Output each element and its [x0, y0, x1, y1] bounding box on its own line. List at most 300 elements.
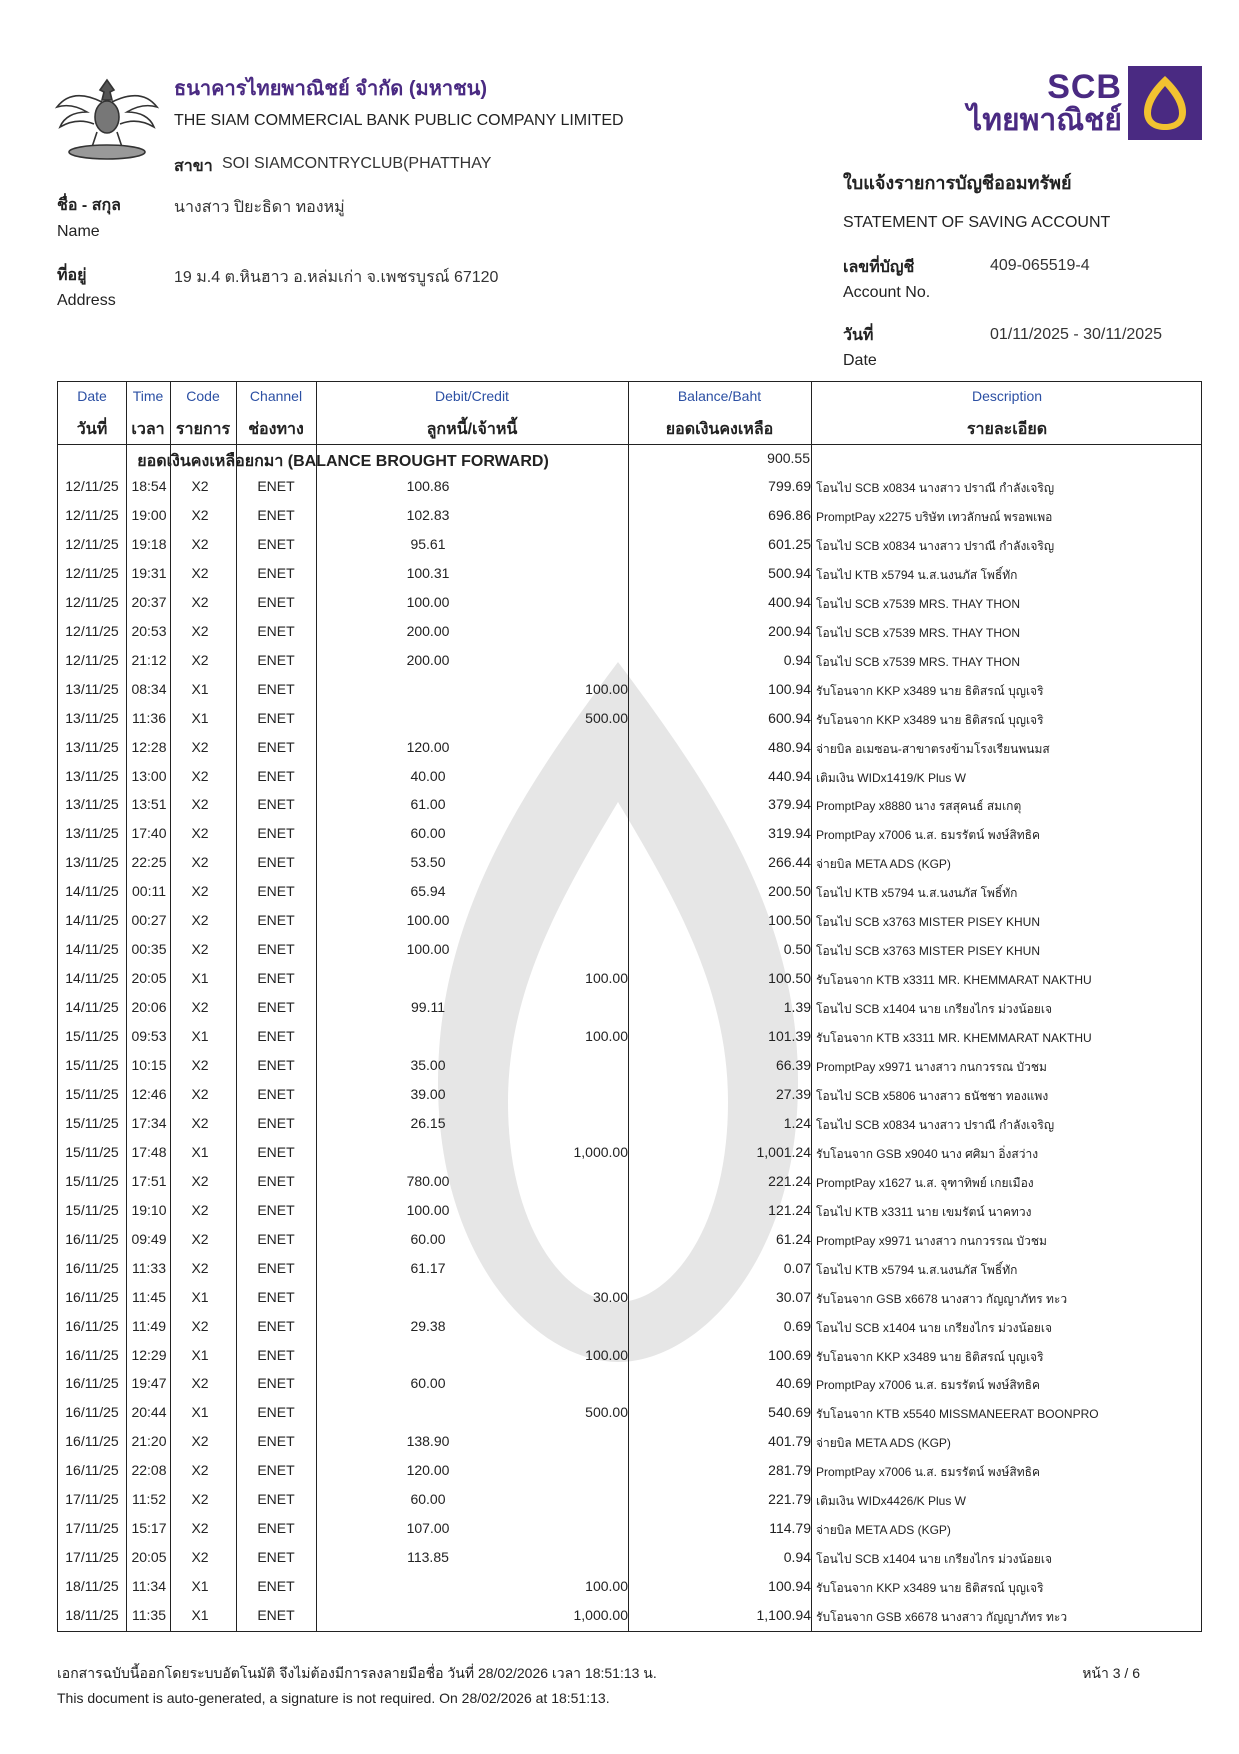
cell-time: 09:49 — [131, 1230, 167, 1247]
cell-debit: 200.00 — [406, 651, 450, 668]
cell-desc: โอนไป SCB x7539 MRS. THAY THON — [816, 654, 1021, 669]
cell-code: X2 — [191, 854, 209, 871]
cell-desc: รับโอนจาก KKP x3489 นาย ธิติสรณ์ บุญเจริ — [816, 1581, 1044, 1596]
cell-channel: ENET — [257, 535, 295, 552]
cell-time: 19:10 — [131, 1201, 167, 1218]
cell-desc: PromptPay x9971 นางสาว กนกวรรณ บัวชม — [816, 1060, 1047, 1074]
cell-desc: รับโอนจาก KKP x3489 นาย ธิติสรณ์ บุญเจริ — [816, 683, 1044, 698]
cell-desc: จ่ายบิล อเมซอน-สาขาตรงข้ามโรงเรียนพนมส — [816, 741, 1050, 756]
cell-code: X2 — [191, 1259, 209, 1276]
cell-balance: 100.69 — [768, 1346, 811, 1363]
cell-channel: ENET — [257, 593, 295, 610]
cell-date: 14/11/25 — [65, 883, 119, 900]
cell-balance: 0.94 — [783, 1549, 811, 1566]
table-row — [58, 935, 1203, 964]
cell-time: 11:34 — [132, 1578, 166, 1595]
cell-date: 17/11/25 — [65, 1520, 119, 1537]
cell-debit: 60.00 — [410, 1375, 446, 1392]
garuda-emblem-icon — [52, 72, 162, 162]
cell-desc: รับโอนจาก GSB x9040 นาง ศศิมา อิ่งสว่าง — [816, 1146, 1039, 1161]
cell-code: X2 — [191, 941, 209, 958]
cell-balance: 379.94 — [768, 796, 811, 813]
cell-balance: 101.39 — [768, 1028, 811, 1045]
table-row — [58, 1543, 1203, 1572]
cell-time: 11:33 — [132, 1259, 166, 1276]
table-row — [58, 1109, 1203, 1138]
cell-date: 12/11/25 — [65, 651, 119, 668]
cell-debit: 60.00 — [410, 825, 446, 842]
cell-time: 08:34 — [131, 680, 167, 697]
header-code-th: รายการ — [175, 421, 231, 438]
cell-debit: 200.00 — [406, 622, 450, 639]
table-row — [58, 964, 1203, 993]
cell-date: 13/11/25 — [65, 825, 119, 842]
cell-balance: 480.94 — [768, 738, 811, 755]
table-row — [58, 1312, 1203, 1341]
cell-channel: ENET — [257, 883, 295, 900]
cell-credit: 500.00 — [585, 1404, 628, 1421]
cell-time: 10:15 — [131, 1057, 167, 1073]
cell-balance: 266.44 — [768, 854, 811, 871]
cell-channel: ENET — [257, 796, 295, 813]
cell-time: 12:28 — [131, 738, 167, 755]
cell-channel: ENET — [257, 1085, 295, 1102]
header-code-en: Code — [186, 388, 220, 404]
cell-balance: 1,100.94 — [756, 1607, 811, 1624]
cell-balance: 400.94 — [768, 593, 811, 610]
cell-code: X2 — [191, 593, 209, 610]
cell-desc: เติมเงิน WIDx1419/K Plus W — [816, 770, 966, 785]
cell-date: 18/11/25 — [65, 1578, 119, 1595]
cell-date: 12/11/25 — [65, 478, 119, 494]
cell-debit: 40.00 — [410, 767, 446, 784]
cell-time: 19:31 — [131, 564, 167, 581]
cell-time: 18:54 — [131, 478, 167, 494]
name-label-th: ชื่อ - สกุล — [57, 197, 121, 214]
cell-date: 15/11/25 — [65, 1143, 119, 1160]
table-row — [58, 1254, 1203, 1283]
cell-desc: รับโอนจาก GSB x6678 นางสาว กัญญาภัทร ทะว — [816, 1610, 1068, 1625]
cell-balance: 100.50 — [768, 912, 811, 929]
cell-desc: รับโอนจาก KTB x3311 MR. KHEMMARAT NAKTHU — [816, 973, 1092, 988]
cell-balance: 200.50 — [768, 883, 811, 900]
cell-code: X2 — [191, 651, 209, 668]
cell-code: X2 — [191, 478, 209, 494]
cell-code: X1 — [191, 1578, 209, 1595]
cell-date: 12/11/25 — [65, 535, 119, 552]
cell-date: 15/11/25 — [65, 1114, 119, 1131]
cell-time: 20:05 — [131, 970, 167, 987]
cell-desc: โอนไป SCB x0834 นางสาว ปราณี กำลังเจริญ — [816, 481, 1055, 495]
cell-date: 12/11/25 — [65, 593, 119, 610]
cell-code: X2 — [191, 564, 209, 581]
cell-date: 13/11/25 — [65, 854, 119, 871]
cell-balance: 221.79 — [768, 1491, 811, 1508]
cell-channel: ENET — [257, 1491, 295, 1508]
footer-note-en: This document is auto-generated, a signature is not required. On 28/02/2026 at 18:51:13. — [57, 1690, 610, 1706]
cell-debit: 100.00 — [406, 941, 450, 958]
cell-date: 13/11/25 — [65, 738, 119, 755]
cell-time: 22:08 — [131, 1462, 167, 1479]
header-debitcredit-th: ลูกหนี้/เจ้าหนี้ — [426, 421, 518, 438]
cell-channel: ENET — [257, 1288, 295, 1305]
table-row — [58, 733, 1203, 762]
cell-code: X2 — [191, 535, 209, 552]
cell-channel: ENET — [257, 564, 295, 581]
cell-debit: 100.00 — [406, 1201, 450, 1218]
table-row — [58, 1341, 1203, 1370]
cell-channel: ENET — [257, 1346, 295, 1363]
cell-code: X2 — [191, 738, 209, 755]
cell-channel: ENET — [257, 478, 295, 494]
cell-debit: 60.00 — [410, 1230, 446, 1247]
table-row — [58, 1080, 1203, 1109]
cell-desc: โอนไป SCB x1404 นาย เกรียงไกร ม่วงน้อยเจ — [816, 1552, 1053, 1567]
cell-code: X1 — [191, 1028, 209, 1045]
table-row — [58, 472, 1203, 501]
cell-code: X1 — [191, 1607, 209, 1624]
cell-channel: ENET — [257, 1549, 295, 1566]
cell-channel: ENET — [257, 912, 295, 929]
cell-balance: 0.50 — [783, 941, 811, 958]
cell-balance: 540.69 — [768, 1404, 811, 1421]
footer-note-th: เอกสารฉบับนี้ออกโดยระบบอัตโนมัติ จึงไม่ต้องมีการลงลายมือชื่อ วันที่ 28/02/2026 เวลา 18:51:13 น. — [57, 1665, 657, 1681]
cell-date: 15/11/25 — [65, 1028, 119, 1045]
branch-label: สาขา — [174, 158, 213, 175]
cell-code: X1 — [191, 680, 209, 697]
cell-time: 11:35 — [132, 1607, 166, 1624]
cell-code: X2 — [191, 1317, 209, 1334]
table-row — [58, 530, 1203, 559]
cell-channel: ENET — [257, 1230, 295, 1247]
cell-channel: ENET — [257, 1520, 295, 1537]
cell-code: X2 — [191, 1114, 209, 1131]
cell-debit: 95.61 — [410, 535, 446, 552]
cell-debit: 100.00 — [406, 912, 450, 929]
bank-name-th: ธนาคารไทยพาณิชย์ จำกัด (มหาชน) — [174, 78, 488, 100]
customer-name: นางสาว ปิยะธิดา ทองหมู่ — [174, 199, 345, 216]
cell-balance: 440.94 — [768, 767, 811, 784]
table-row — [58, 906, 1203, 935]
cell-date: 16/11/25 — [65, 1230, 119, 1247]
cell-time: 17:51 — [131, 1172, 167, 1189]
cell-credit: 100.00 — [585, 1346, 628, 1363]
cell-balance: 401.79 — [768, 1433, 811, 1450]
cell-desc: โอนไป SCB x7539 MRS. THAY THON — [816, 625, 1021, 640]
cell-time: 19:47 — [131, 1375, 167, 1392]
header-date-en: Date — [77, 388, 107, 404]
cell-code: X2 — [191, 1462, 209, 1479]
table-row — [58, 1514, 1203, 1543]
header-debitcredit-en: Debit/Credit — [435, 388, 509, 404]
table-row — [58, 617, 1203, 646]
cell-debit: 780.00 — [406, 1172, 450, 1189]
cell-date: 16/11/25 — [65, 1375, 119, 1392]
cell-debit: 99.11 — [411, 999, 445, 1016]
table-row — [58, 1051, 1203, 1080]
cell-desc: โอนไป SCB x0834 นางสาว ปราณี กำลังเจริญ — [816, 1117, 1055, 1132]
cell-time: 21:12 — [131, 651, 167, 668]
table-row — [58, 1398, 1203, 1427]
cell-date: 14/11/25 — [65, 912, 119, 929]
cell-date: 17/11/25 — [65, 1549, 119, 1566]
cell-balance: 121.24 — [768, 1201, 811, 1218]
cell-desc: โอนไป KTB x5794 น.ส.นงนภัส โพธิ์ทัก — [816, 567, 1018, 582]
cell-date: 15/11/25 — [65, 1085, 119, 1102]
cell-desc: PromptPay x9971 นางสาว กนกวรรณ บัวชม — [816, 1233, 1047, 1248]
scb-logo-line2: ไทยพาณิชย์ — [967, 104, 1122, 137]
cell-channel: ENET — [257, 1607, 295, 1624]
cell-date: 17/11/25 — [65, 1491, 119, 1508]
cell-code: X2 — [191, 1520, 209, 1537]
cell-date: 16/11/25 — [65, 1346, 119, 1363]
cell-channel: ENET — [257, 825, 295, 842]
header-channel-en: Channel — [249, 388, 303, 404]
account-label-th: เลขที่บัญชี — [843, 259, 915, 276]
cell-code: X2 — [191, 1491, 209, 1508]
cell-code: X2 — [191, 1375, 209, 1392]
cell-code: X2 — [191, 883, 209, 900]
cell-time: 20:37 — [131, 593, 167, 610]
cell-time: 20:06 — [131, 999, 167, 1016]
cell-credit: 100.00 — [585, 680, 628, 697]
cell-date: 14/11/25 — [65, 999, 119, 1016]
cell-debit: 39.00 — [410, 1085, 446, 1102]
table-row — [58, 993, 1203, 1022]
cell-date: 16/11/25 — [65, 1433, 119, 1450]
brought-forward-label: ยอดเงินคงเหลือยกมา (BALANCE BROUGHT FORWARD) — [137, 453, 549, 470]
cell-date: 16/11/25 — [65, 1288, 119, 1305]
cell-date: 15/11/25 — [65, 1201, 119, 1218]
cell-channel: ENET — [257, 1143, 295, 1160]
cell-time: 19:18 — [131, 535, 167, 552]
table-row — [58, 1022, 1203, 1051]
cell-debit: 120.00 — [406, 1462, 450, 1479]
table-row — [58, 790, 1203, 819]
cell-date: 14/11/25 — [65, 970, 119, 987]
cell-balance: 1.39 — [783, 999, 811, 1016]
table-row — [58, 1572, 1203, 1601]
cell-balance: 100.94 — [768, 1578, 811, 1595]
cell-time: 20:44 — [131, 1404, 167, 1421]
cell-code: X2 — [191, 506, 209, 523]
cell-channel: ENET — [257, 1375, 295, 1392]
cell-channel: ENET — [257, 622, 295, 639]
cell-desc: โอนไป KTB x5794 น.ส.นงนภัส โพธิ์ทัก — [816, 886, 1018, 901]
cell-time: 11:52 — [132, 1491, 166, 1508]
cell-code: X2 — [191, 999, 209, 1016]
cell-time: 11:45 — [132, 1288, 166, 1305]
cell-balance: 500.94 — [768, 564, 811, 581]
cell-date: 15/11/25 — [65, 1057, 119, 1073]
cell-date: 12/11/25 — [65, 622, 119, 639]
cell-channel: ENET — [257, 767, 295, 784]
cell-code: X2 — [191, 1172, 209, 1189]
table-row — [58, 1167, 1203, 1196]
cell-channel: ENET — [257, 970, 295, 987]
cell-desc: PromptPay x8880 นาง รสสุคนธ์ สมเกตุ — [816, 799, 1022, 814]
cell-date: 18/11/25 — [65, 1607, 119, 1624]
header-balance-th: ยอดเงินคงเหลือ — [665, 421, 774, 438]
cell-time: 13:51 — [131, 796, 167, 813]
cell-time: 21:20 — [131, 1433, 167, 1450]
customer-address: 19 ม.4 ต.หินฮาว อ.หล่มเก่า จ.เพชรบูรณ์ 67120 — [174, 269, 499, 286]
cell-desc: เติมเงิน WIDx4426/K Plus W — [816, 1494, 966, 1509]
name-label-en: Name — [57, 223, 100, 240]
table-row — [58, 588, 1203, 617]
cell-credit: 1,000.00 — [573, 1607, 628, 1624]
page-number: หน้า 3 / 6 — [1082, 1665, 1140, 1681]
cell-balance: 66.39 — [775, 1057, 811, 1073]
header-channel-th: ช่องทาง — [248, 421, 304, 438]
table-row — [58, 1601, 1203, 1630]
cell-channel: ENET — [257, 1114, 295, 1131]
cell-balance: 221.24 — [768, 1172, 811, 1189]
cell-balance: 799.69 — [768, 478, 811, 494]
cell-balance: 61.24 — [775, 1230, 811, 1247]
cell-time: 17:34 — [131, 1114, 167, 1131]
cell-desc: โอนไป SCB x1404 นาย เกรียงไกร ม่วงน้อยเจ — [816, 1320, 1053, 1335]
cell-balance: 696.86 — [768, 506, 811, 523]
cell-debit: 29.38 — [410, 1317, 446, 1334]
cell-desc: รับโอนจาก GSB x6678 นางสาว กัญญาภัทร ทะว — [816, 1291, 1068, 1306]
cell-code: X1 — [191, 709, 209, 726]
cell-balance: 40.69 — [775, 1375, 811, 1392]
cell-date: 13/11/25 — [65, 796, 119, 813]
header-time-en: Time — [132, 388, 164, 404]
table-row — [58, 1138, 1203, 1167]
cell-channel: ENET — [257, 1317, 295, 1334]
cell-date: 12/11/25 — [65, 506, 119, 523]
cell-desc: โอนไป SCB x3763 MISTER PISEY KHUN — [816, 915, 1041, 930]
cell-debit: 100.00 — [406, 593, 450, 610]
cell-balance: 1.24 — [783, 1114, 811, 1131]
statement-title-en: STATEMENT OF SAVING ACCOUNT — [843, 214, 1111, 231]
cell-code: X2 — [191, 1201, 209, 1218]
cell-time: 00:35 — [131, 941, 167, 958]
cell-debit: 113.85 — [407, 1549, 449, 1566]
transactions-table — [57, 381, 1202, 1632]
cell-date: 14/11/25 — [65, 941, 119, 958]
cell-date: 13/11/25 — [65, 680, 119, 697]
cell-time: 09:53 — [131, 1028, 167, 1045]
cell-channel: ENET — [257, 1404, 295, 1421]
cell-desc: จ่ายบิล META ADS (KGP) — [816, 1436, 951, 1451]
table-row — [58, 559, 1203, 588]
cell-time: 12:29 — [131, 1346, 167, 1363]
scb-logo-text — [962, 70, 1122, 138]
cell-channel: ENET — [257, 1028, 295, 1045]
cell-channel: ENET — [257, 1259, 295, 1276]
cell-date: 12/11/25 — [65, 564, 119, 581]
cell-code: X1 — [191, 1404, 209, 1421]
cell-balance: 200.94 — [768, 622, 811, 639]
cell-balance: 114.79 — [769, 1520, 811, 1537]
cell-desc: โอนไป KTB x5794 น.ส.นงนภัส โพธิ์ทัก — [816, 1262, 1018, 1277]
cell-channel: ENET — [257, 1462, 295, 1479]
cell-code: X2 — [191, 1549, 209, 1566]
address-label-en: Address — [57, 292, 116, 309]
cell-date: 16/11/25 — [65, 1404, 119, 1421]
cell-channel: ENET — [257, 854, 295, 871]
header-desc-th: รายละเอียด — [966, 421, 1048, 438]
cell-debit: 100.86 — [406, 478, 450, 494]
cell-desc: โอนไป KTB x3311 นาย เขมรัตน์ นาคทวง — [816, 1204, 1032, 1219]
table-row — [58, 501, 1203, 530]
cell-time: 11:49 — [132, 1317, 166, 1334]
scb-logo-line1: SCB — [1047, 68, 1122, 106]
table-row — [58, 1225, 1203, 1254]
table-row — [58, 1485, 1203, 1514]
header-time-th: เวลา — [131, 421, 165, 438]
header-desc-en: Description — [971, 388, 1043, 404]
cell-channel: ENET — [257, 941, 295, 958]
cell-code: X1 — [191, 1346, 209, 1363]
address-label-th: ที่อยู่ — [57, 267, 87, 284]
cell-desc: โอนไป SCB x7539 MRS. THAY THON — [816, 596, 1021, 611]
brought-forward-value: 900.55 — [767, 450, 810, 466]
cell-time: 15:17 — [131, 1520, 167, 1537]
cell-desc: รับโอนจาก KTB x5540 MISSMANEERAT BOONPRO — [816, 1407, 1099, 1422]
cell-date: 15/11/25 — [65, 1172, 119, 1189]
table-row — [58, 1369, 1203, 1398]
cell-channel: ENET — [257, 738, 295, 755]
cell-desc: รับโอนจาก KKP x3489 นาย ธิติสรณ์ บุญเจริ — [816, 712, 1044, 727]
cell-code: X2 — [191, 1433, 209, 1450]
cell-desc: รับโอนจาก KTB x3311 MR. KHEMMARAT NAKTHU — [816, 1031, 1092, 1046]
cell-debit: 53.50 — [410, 854, 446, 871]
scb-logo-icon — [1128, 66, 1202, 140]
date-label-en: Date — [843, 352, 877, 369]
cell-credit: 100.00 — [585, 1578, 628, 1595]
cell-balance: 0.07 — [783, 1259, 811, 1276]
cell-channel: ENET — [257, 680, 295, 697]
cell-channel: ENET — [257, 1057, 295, 1073]
statement-period: 01/11/2025 - 30/11/2025 — [990, 326, 1162, 343]
cell-channel: ENET — [257, 1172, 295, 1189]
cell-desc: จ่ายบิล META ADS (KGP) — [816, 1523, 951, 1538]
cell-debit: 65.94 — [410, 883, 446, 900]
cell-code: X2 — [191, 912, 209, 929]
cell-time: 17:40 — [131, 825, 167, 842]
table-row — [58, 762, 1203, 791]
cell-desc: โอนไป SCB x5806 นางสาว ธนัชชา ทองแพง — [816, 1088, 1049, 1103]
cell-time: 17:48 — [131, 1143, 167, 1160]
cell-channel: ENET — [257, 999, 295, 1016]
statement-title-th: ใบแจ้งรายการบัญชีออมทรัพย์ — [843, 173, 1072, 193]
cell-channel: ENET — [257, 506, 295, 523]
cell-balance: 0.94 — [783, 651, 811, 668]
cell-time: 20:53 — [131, 622, 167, 639]
cell-debit: 138.90 — [406, 1433, 450, 1450]
cell-balance: 601.25 — [768, 535, 811, 552]
account-label-en: Account No. — [843, 284, 931, 301]
table-row — [58, 704, 1203, 733]
table-row — [58, 675, 1203, 704]
cell-date: 16/11/25 — [65, 1462, 119, 1479]
cell-balance: 100.50 — [768, 970, 811, 987]
cell-credit: 500.00 — [585, 709, 628, 726]
cell-code: X1 — [191, 1288, 209, 1305]
cell-debit: 26.15 — [410, 1114, 446, 1131]
cell-credit: 100.00 — [585, 1028, 628, 1045]
cell-desc: จ่ายบิล META ADS (KGP) — [816, 857, 951, 872]
cell-code: X2 — [191, 825, 209, 842]
cell-code: X2 — [191, 1085, 209, 1102]
cell-desc: PromptPay x1627 น.ส. จุฑาทิพย์ เกยเมือง — [816, 1175, 1034, 1190]
cell-code: X2 — [191, 1230, 209, 1247]
cell-desc: โอนไป SCB x3763 MISTER PISEY KHUN — [816, 944, 1041, 959]
